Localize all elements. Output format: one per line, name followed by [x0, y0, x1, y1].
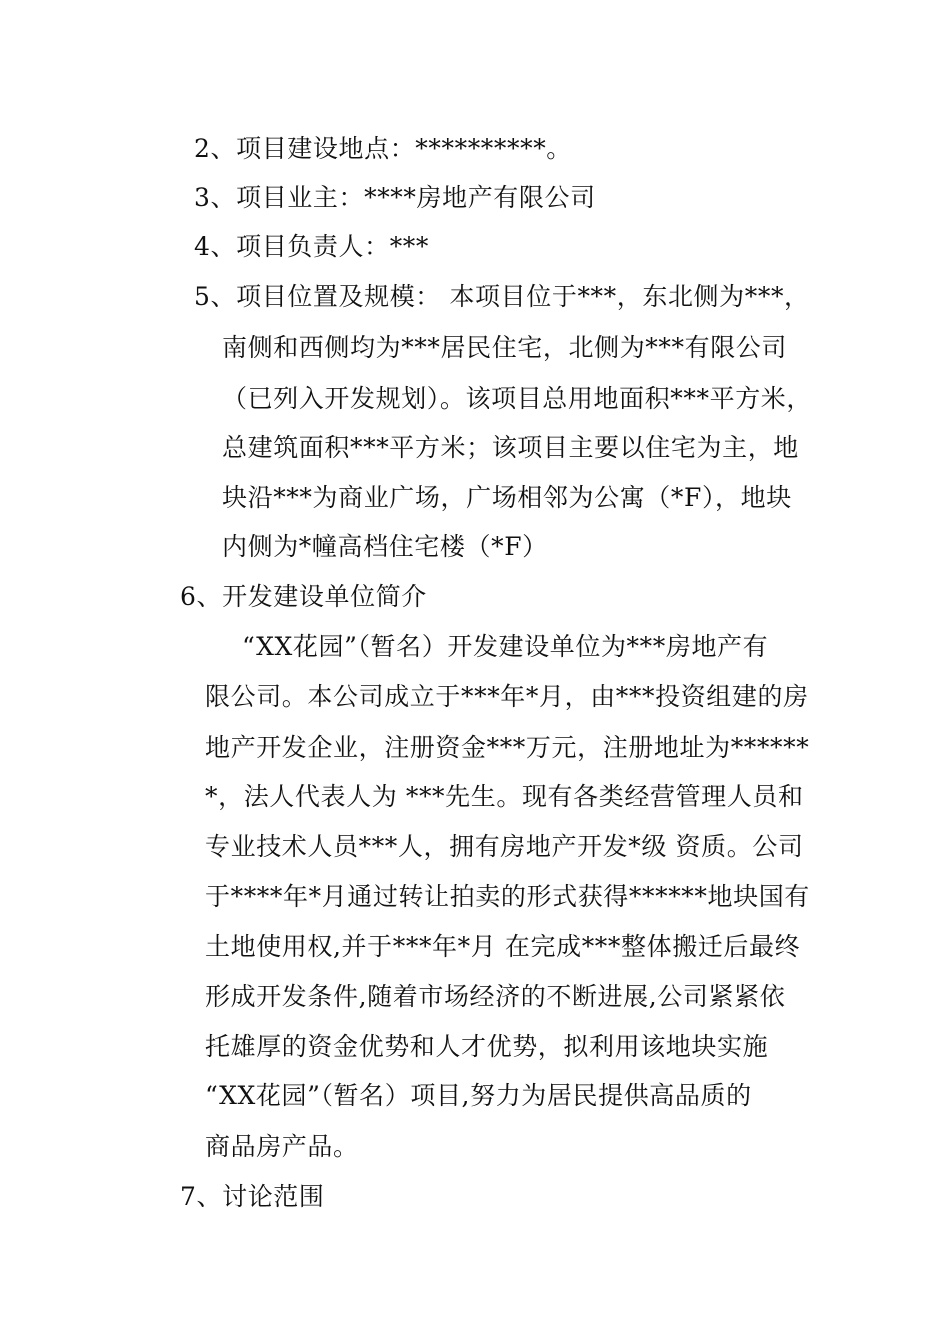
- item-3-owner: 3、项目业主：****房地产有限公司: [194, 183, 596, 212]
- item-5-line: 总建筑面积***平方米；该项目主要以住宅为主，地: [222, 433, 799, 462]
- item-2-location: 2、项目建设地点：**********。: [194, 134, 572, 163]
- item-6-paragraph-line: “XX花园”（暂名）开发建设单位为***房地产有: [242, 632, 769, 661]
- item-5-line: （已列入开发规划）。该项目总用地面积***平方米，: [222, 384, 813, 413]
- item-4-responsible-person: 4、项目负责人：***: [194, 232, 430, 261]
- item-5-line: 5、项目位置及规模： 本项目位于***，东北侧为***，: [194, 282, 810, 311]
- item-6-paragraph-line: 托雄厚的资金优势和人才优势，拟利用该地块实施: [205, 1032, 769, 1061]
- item-5-line: 内侧为*幢高档住宅楼（*F）: [222, 532, 548, 561]
- item-6-paragraph-line: 专业技术人员***人，拥有房地产开发*级 资质。公司: [205, 832, 804, 861]
- item-6-heading: 6、开发建设单位简介: [180, 582, 427, 611]
- item-6-paragraph-line: 限公司。本公司成立于***年*月，由***投资组建的房: [205, 682, 809, 711]
- item-6-paragraph-line: 土地使用权,并于***年*月 在完成***整体搬迁后最终: [205, 932, 801, 961]
- item-6-paragraph-line: 商品房产品。: [205, 1132, 359, 1161]
- item-5-line: 块沿***为商业广场，广场相邻为公寓（*F），地块: [222, 483, 792, 512]
- item-6-paragraph-line: *，法人代表人为 ***先生。现有各类经营管理人员和: [205, 782, 804, 811]
- item-7-heading: 7、讨论范围: [180, 1182, 325, 1211]
- item-6-paragraph-line: 形成开发条件,随着市场经济的不断进展,公司紧紧依: [205, 982, 786, 1011]
- item-5-line: 南侧和西侧均为***居民住宅，北侧为***有限公司: [222, 333, 788, 362]
- item-6-paragraph-line: 于****年*月通过转让拍卖的形式获得******地块国有: [205, 882, 810, 911]
- item-6-paragraph-line: “XX花园”（暂名）项目,努力为居民提供高品质的: [205, 1081, 752, 1110]
- item-6-paragraph-line: 地产开发企业，注册资金***万元，注册地址为******: [205, 733, 810, 762]
